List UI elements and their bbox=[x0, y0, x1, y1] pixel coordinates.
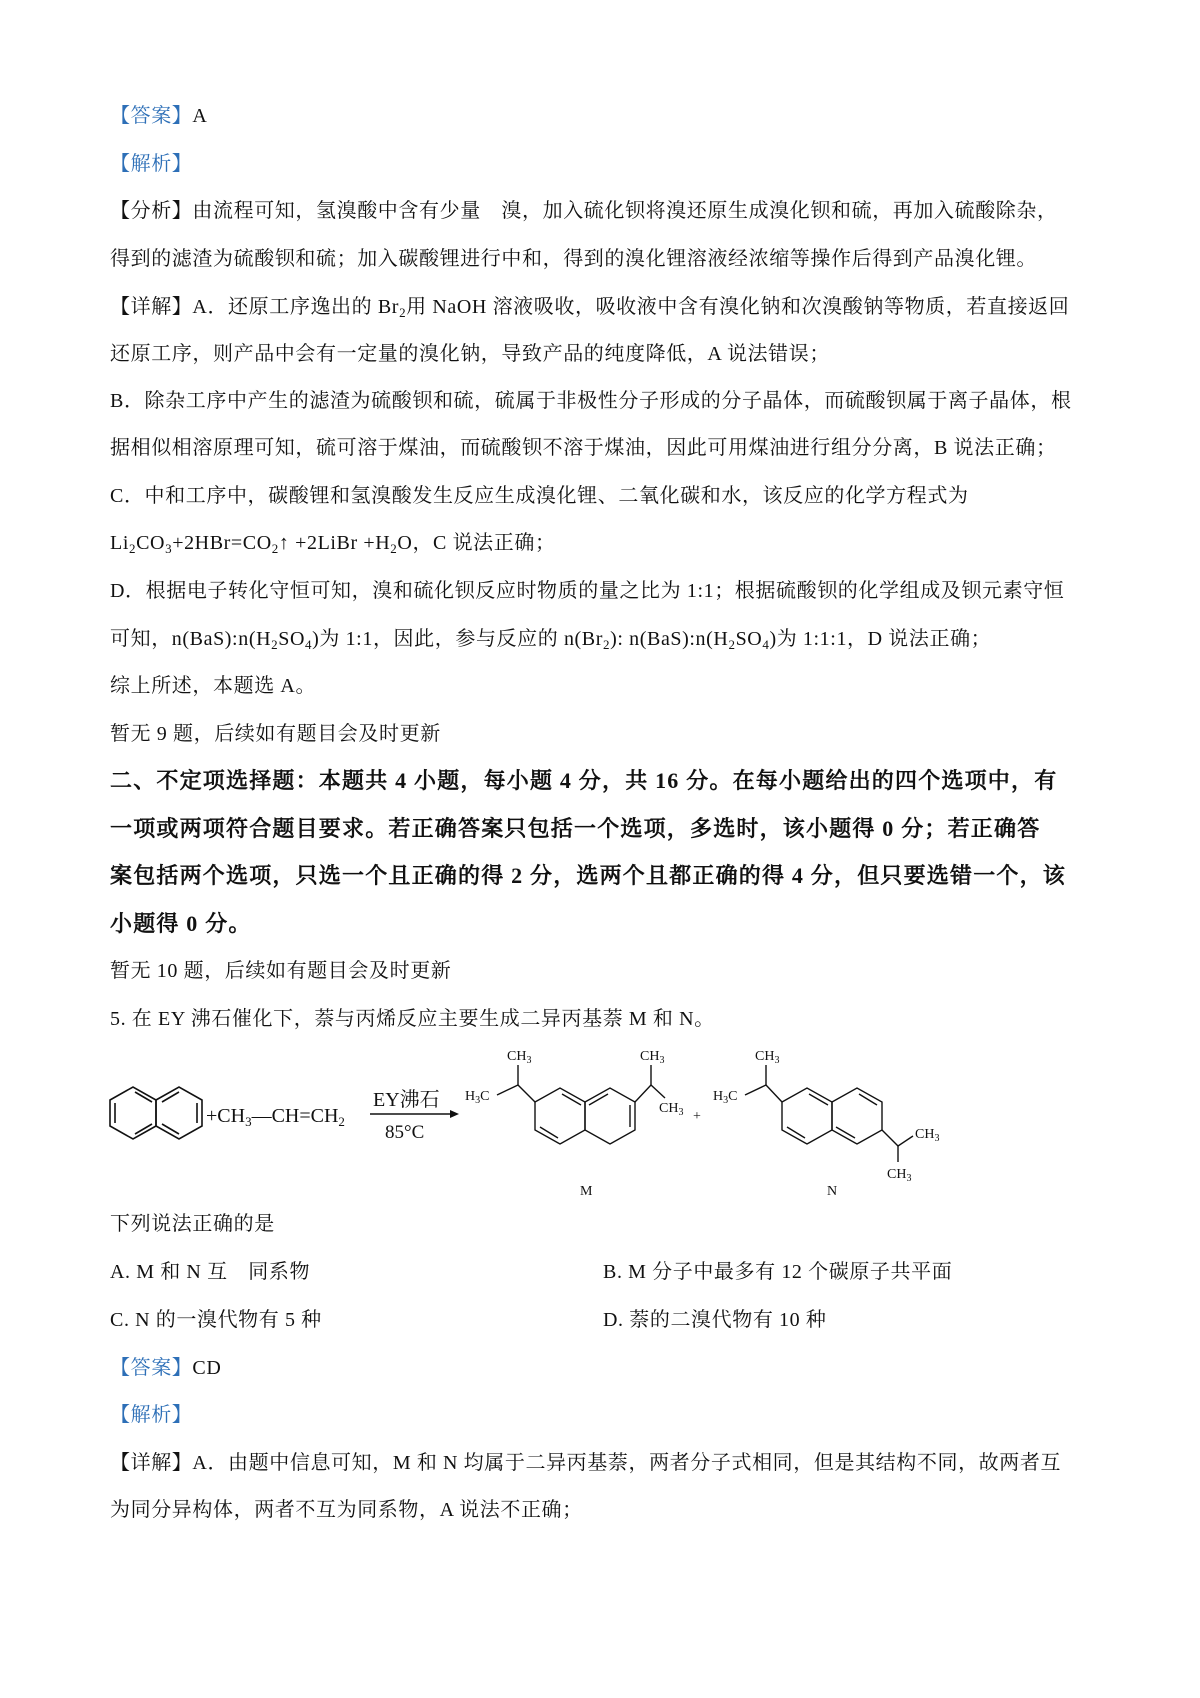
propene-formula: $+CH_3—CH=CH_2$ bbox=[206, 1105, 345, 1129]
section2-heading-1: 二、不定项选择题：本题共 4 小题，每小题 4 分，共 16 分。在每小题给出的四个选项中，有 bbox=[110, 768, 1058, 793]
naphthalene-structure bbox=[110, 1087, 202, 1139]
q5-option-d: D. 萘的二溴代物有 10 种 bbox=[603, 1309, 827, 1331]
ch3-label: $CH_3$ bbox=[887, 1167, 912, 1184]
molecule-n bbox=[745, 1065, 913, 1162]
q4-answer bbox=[110, 103, 207, 129]
q5-prompt: 下列说法正确的是 bbox=[110, 1213, 275, 1235]
q4-detail-b2: 据相似相溶原理可知，硫可溶于煤油，而硫酸钡不溶于煤油，因此可用煤油进行组分分离，B 说法正确； bbox=[110, 437, 1057, 459]
detail-text: A．由题中信息可知，M 和 N 均属于二异丙基萘，两者分子式相同，但是其结构不同，故两者互 bbox=[192, 1452, 1062, 1474]
q4-detail-c1: C．中和工序中，碳酸锂和氢溴酸发生反应生成溴化锂、二氧化碳和水，该反应的化学方程式为 bbox=[110, 485, 969, 507]
ch3-label: $CH_3$ bbox=[507, 1049, 532, 1066]
q5-analysis-label: 【解析】 bbox=[110, 1404, 193, 1426]
answer-value: A bbox=[192, 105, 208, 127]
molecule-m-label: M bbox=[580, 1184, 593, 1199]
temperature-label: 85°C bbox=[385, 1122, 425, 1143]
detail-label: 【详解】 bbox=[110, 1452, 193, 1474]
answer-label: 【答案】 bbox=[110, 1357, 193, 1379]
molecule-n-label: N bbox=[827, 1184, 838, 1199]
q5-option-c: C. N 的一溴代物有 5 种 bbox=[110, 1309, 322, 1331]
h3c-label: $H_3C$ bbox=[713, 1089, 738, 1106]
q5-option-a: A. M 和 N 互 同系物 bbox=[110, 1261, 311, 1283]
detail-label: 【详解】 bbox=[110, 296, 193, 318]
q4-fenxi-2: 得到的滤渣为硫酸钡和硫；加入碳酸锂进行中和，得到的溴化锂溶液经浓缩等操作后得到产品溴化锂。 bbox=[110, 248, 1037, 270]
reaction-diagram bbox=[105, 1040, 1055, 1205]
q4-detail-a2: 还原工序，则产品中会有一定量的溴化钠，导致产品的纯度降低，A 说法错误； bbox=[110, 343, 830, 365]
section2-heading-3: 案包括两个选项，只选一个且正确的得 2 分，选两个且都正确的得 4 分，但只要选错一个，该 bbox=[110, 863, 1067, 888]
ch3-label: $CH_3$ bbox=[640, 1049, 665, 1066]
detail-text: 用 NaOH 溶液吸收，吸收液中含有溴化钠和次溴酸钠等物质，若直接返回 bbox=[406, 296, 1070, 318]
placeholder-10: 暂无 10 题，后续如有题目会及时更新 bbox=[110, 960, 452, 982]
answer-label: 【答案】 bbox=[110, 105, 193, 127]
placeholder-9: 暂无 9 题，后续如有题目会及时更新 bbox=[110, 723, 441, 745]
q4-detail-d2: 可知，$n(BaS):n(H_2SO_4)$为 1:1，因此，参与反应的 $n(Br_2)$: $n(BaS):n(H_2SO_4)$为 1:1:1，D 说法正确； bbox=[110, 628, 992, 652]
ch3-label: $CH_3$ bbox=[755, 1049, 780, 1066]
q4-fenxi-1 bbox=[110, 198, 1058, 224]
arrow-head-icon bbox=[450, 1110, 459, 1118]
fenxi-text: 由流程可知，氢溴酸中含有少量 溴，加入硫化钡将溴还原生成溴化钡和硫，再加入硫酸除杂， bbox=[192, 200, 1058, 222]
equation-tail: ，C 说法正确； bbox=[412, 532, 556, 554]
q4-analysis-label: 【解析】 bbox=[110, 153, 193, 175]
q4-detail-a1: 【详解】A．还原工序逸出的 $Br_2$用 NaOH 溶液吸收，吸收液中含有溴化钠和次溴酸钠等物质，若直接返回 bbox=[110, 296, 1070, 320]
fenxi-label: 【分析】 bbox=[110, 200, 193, 222]
section2-heading-4: 小题得 0 分。 bbox=[110, 911, 252, 936]
section2-heading-2: 一项或两项符合题目要求。若正确答案只包括一个选项，多选时，该小题得 0 分；若正确答 bbox=[110, 816, 1041, 841]
q5-detail-a1 bbox=[110, 1450, 1061, 1476]
catalyst-label: EY沸石 bbox=[373, 1089, 440, 1111]
detail-text: A．还原工序逸出的 Br bbox=[192, 296, 400, 318]
q4-summary: 综上所述，本题选 A。 bbox=[110, 675, 317, 697]
q5-detail-a2: 为同分异构体，两者不互为同系物，A 说法不正确； bbox=[110, 1499, 583, 1521]
molecule-m bbox=[497, 1065, 665, 1144]
q4-equation: $Li_2CO_3+2HBr=CO_2↑$ +2LiBr $+H_2O$，C 说法正确； bbox=[110, 532, 556, 556]
plus-sign: + bbox=[693, 1109, 701, 1124]
answer-value: CD bbox=[192, 1357, 222, 1379]
q5-stem: 5. 在 EY 沸石催化下，萘与丙烯反应主要生成二异丙基萘 M 和 N。 bbox=[110, 1008, 715, 1030]
ch3-label: $CH_3$ bbox=[659, 1101, 684, 1118]
q5-answer bbox=[110, 1355, 221, 1381]
q4-detail-b1: B．除杂工序中产生的滤渣为硫酸钡和硫，硫属于非极性分子形成的分子晶体，而硫酸钡属于离子晶体，根 bbox=[110, 390, 1072, 412]
q4-detail-d1: D．根据电子转化守恒可知，溴和硫化钡反应时物质的量之比为 1:1；根据硫酸钡的化学组成及钡元素守恒 bbox=[110, 580, 1065, 602]
h3c-label: $H_3C$ bbox=[465, 1089, 490, 1106]
ch3-label: $CH_3$ bbox=[915, 1127, 940, 1144]
q5-option-b: B. M 分子中最多有 12 个碳原子共平面 bbox=[603, 1261, 953, 1283]
